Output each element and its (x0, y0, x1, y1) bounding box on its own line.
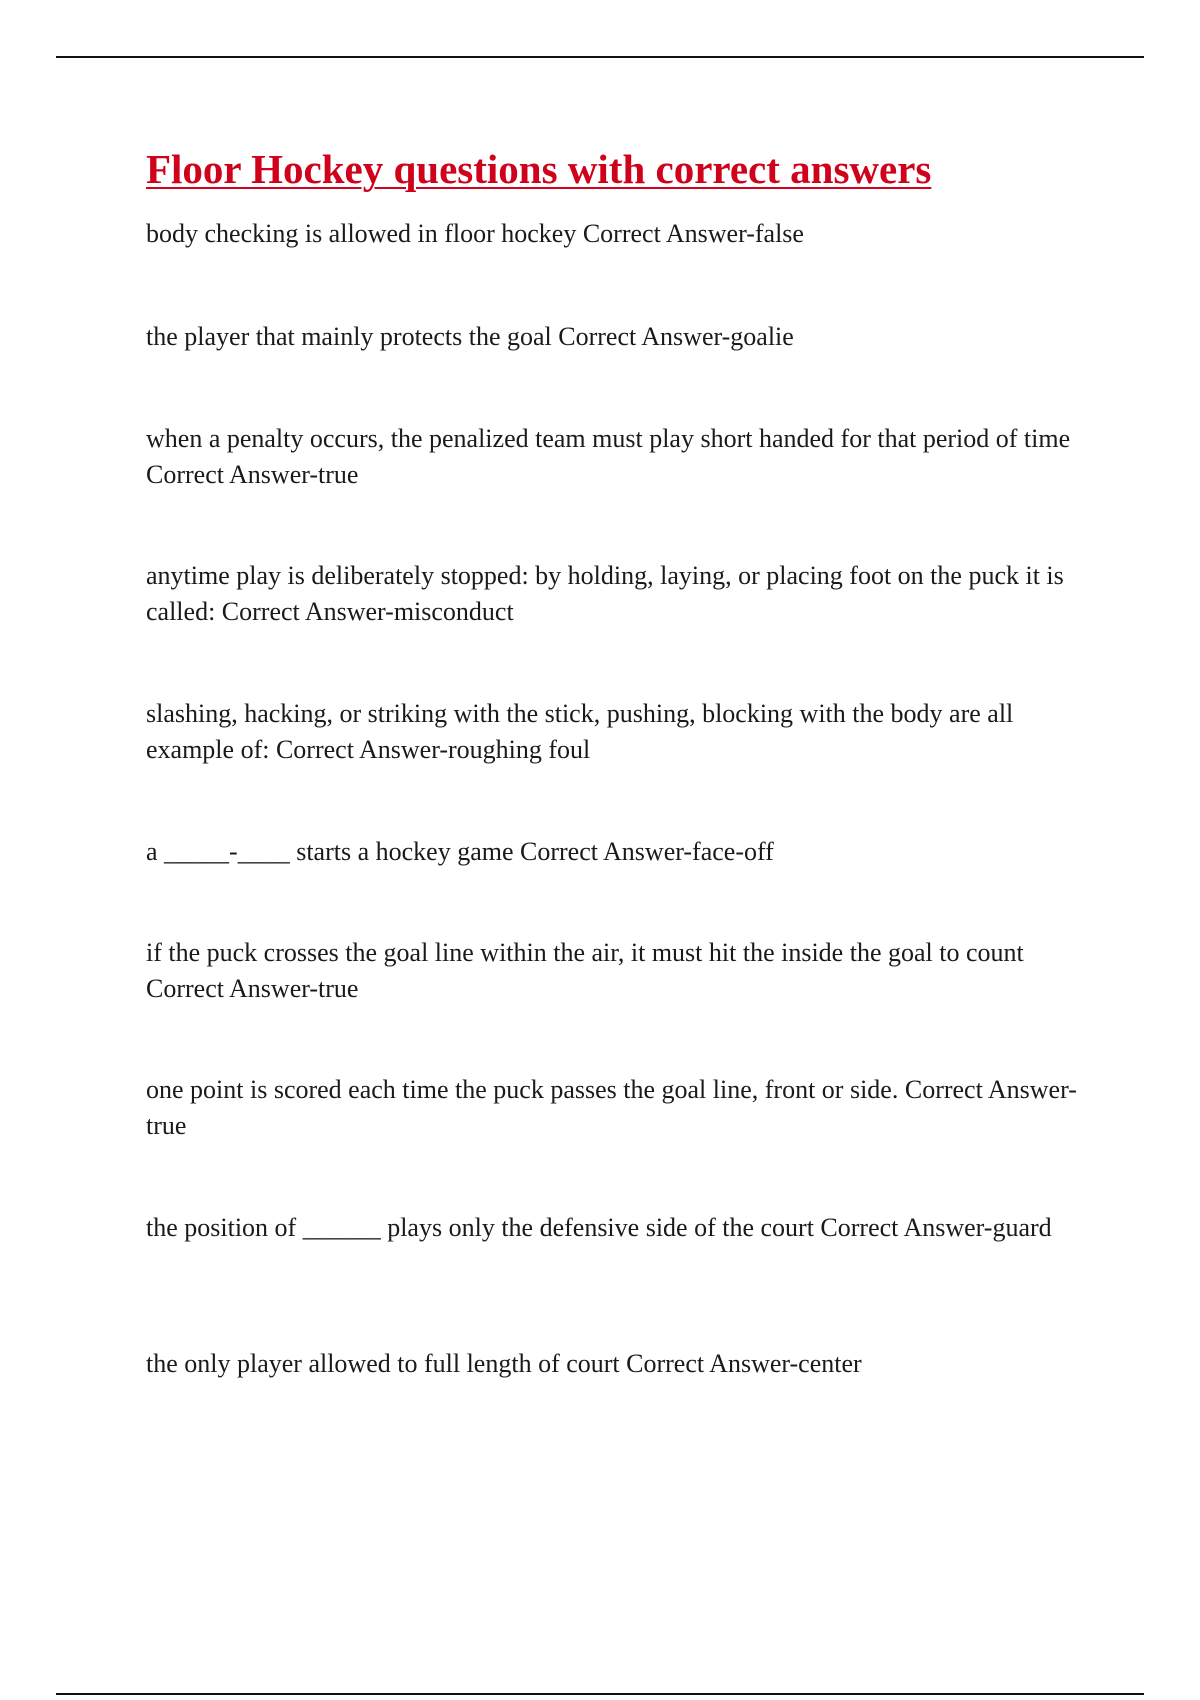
qa-item: if the puck crosses the goal line within the air, it must hit the inside the goal to count Correct Answer-true (146, 938, 1024, 1003)
top-rule (56, 56, 1144, 58)
qa-item: body checking is allowed in floor hockey Correct Answer-false (146, 219, 804, 248)
qa-item: slashing, hacking, or striking with the stick, pushing, blocking with the body are all example of: Correct Answer-roughing foul (146, 699, 1014, 764)
qa-item: the position of ______ plays only the defensive side of the court Correct Answer-guard (146, 1213, 1052, 1242)
qa-item: a _____-____ starts a hockey game Correct Answer-face-off (146, 837, 774, 866)
qa-item: the player that mainly protects the goal Correct Answer-goalie (146, 322, 794, 351)
bottom-rule (56, 1693, 1144, 1695)
qa-item: anytime play is deliberately stopped: by holding, laying, or placing foot on the puck it is called: Correct Answer-misconduct (146, 561, 1064, 626)
page-title: Floor Hockey questions with correct answers (146, 146, 932, 192)
qa-item: the only player allowed to full length of court Correct Answer-center (146, 1349, 862, 1378)
qa-item: one point is scored each time the puck passes the goal line, front or side. Correct Answer-true (146, 1075, 1077, 1140)
qa-item: when a penalty occurs, the penalized team must play short handed for that period of time Correct Answer-true (146, 424, 1071, 489)
